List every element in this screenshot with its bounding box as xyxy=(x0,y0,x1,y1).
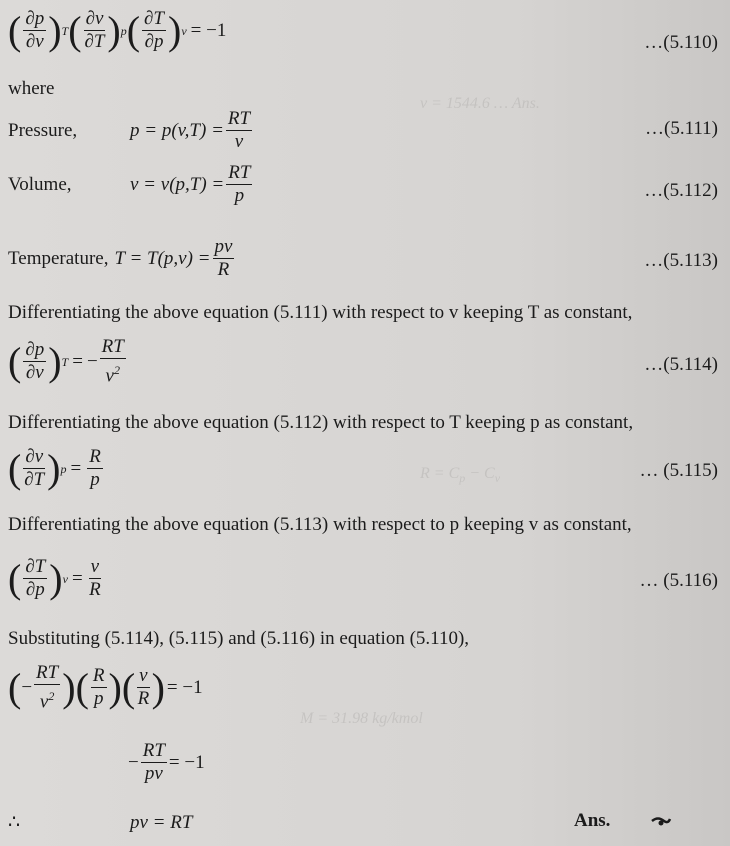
equation-5-116: ( $\frac{\partial T}{\partial p}$ ) v = $\frac{v}{R}$ xyxy=(8,555,101,601)
equation-5-115: ( $\frac{\partial v}{\partial T}$ ) p = $\frac{R}{p}$ xyxy=(8,445,101,491)
therefore-symbol: ∴ xyxy=(8,812,21,833)
eq-number-5-112: …(5.112) xyxy=(644,180,718,201)
bleed-through: M = 31.98 kg/kmol xyxy=(300,710,423,727)
answer-label: Ans. xyxy=(574,810,611,831)
where-label: where xyxy=(8,78,55,99)
differentiation-text-1: Differentiating the above equation (5.111) with respect to v keeping T as constant, xyxy=(8,302,633,323)
final-result: pv = RT xyxy=(130,812,193,833)
eq-number-5-113: …(5.113) xyxy=(644,250,718,271)
answer-mark-icon xyxy=(650,812,672,835)
equation-5-113: Temperature, T = T(p,v) = $\frac{pv}{R}$ xyxy=(8,236,233,280)
eq-number-5-114: …(5.114) xyxy=(644,354,718,375)
bleed-through: $R = C_p - C_v$ xyxy=(420,465,501,486)
eq-number-5-111: …(5.111) xyxy=(645,118,718,139)
eq-number-5-110: …(5.110) xyxy=(644,32,718,53)
equation-5-111: Pressure, p = p(v,T) = $\frac{RT}{v}$ xyxy=(8,108,251,152)
equation-5-114: ( $\frac{\partial p}{\partial v}$ ) T = − $\frac{RT}{v^2}$ xyxy=(8,336,124,387)
equation-5-112: Volume, v = v(p,T) = $\frac{RT}{p}$ xyxy=(8,162,251,206)
differentiation-text-2: Differentiating the above equation (5.112) with respect to T keeping p as constant, xyxy=(8,412,634,433)
eq-number-5-115: … (5.115) xyxy=(639,460,718,481)
equation-5-110: ( $\frac{\partial p}{\partial v}$ ) T ( $\frac{\partial v}{\partial T}$ ) p ( $\frac{\partial T}{\partial p}$ ) v = −1 xyxy=(8,7,227,53)
bleed-through: v = 1544.6 … Ans. xyxy=(420,95,540,112)
differentiation-text-3: Differentiating the above equation (5.113) with respect to p keeping v as constant, xyxy=(8,514,632,535)
substitution-text: Substituting (5.114), (5.115) and (5.116) in equation (5.110), xyxy=(8,628,470,649)
simplified-equation: − $\frac{RT}{pv}$ = −1 xyxy=(128,740,205,784)
substituted-equation: ( − $\frac{RT}{v^2}$ ) ( $\frac{R}{p}$ ) ( $\frac{v}{R}$ ) = −1 xyxy=(8,662,203,713)
eq-number-5-116: … (5.116) xyxy=(639,570,718,591)
